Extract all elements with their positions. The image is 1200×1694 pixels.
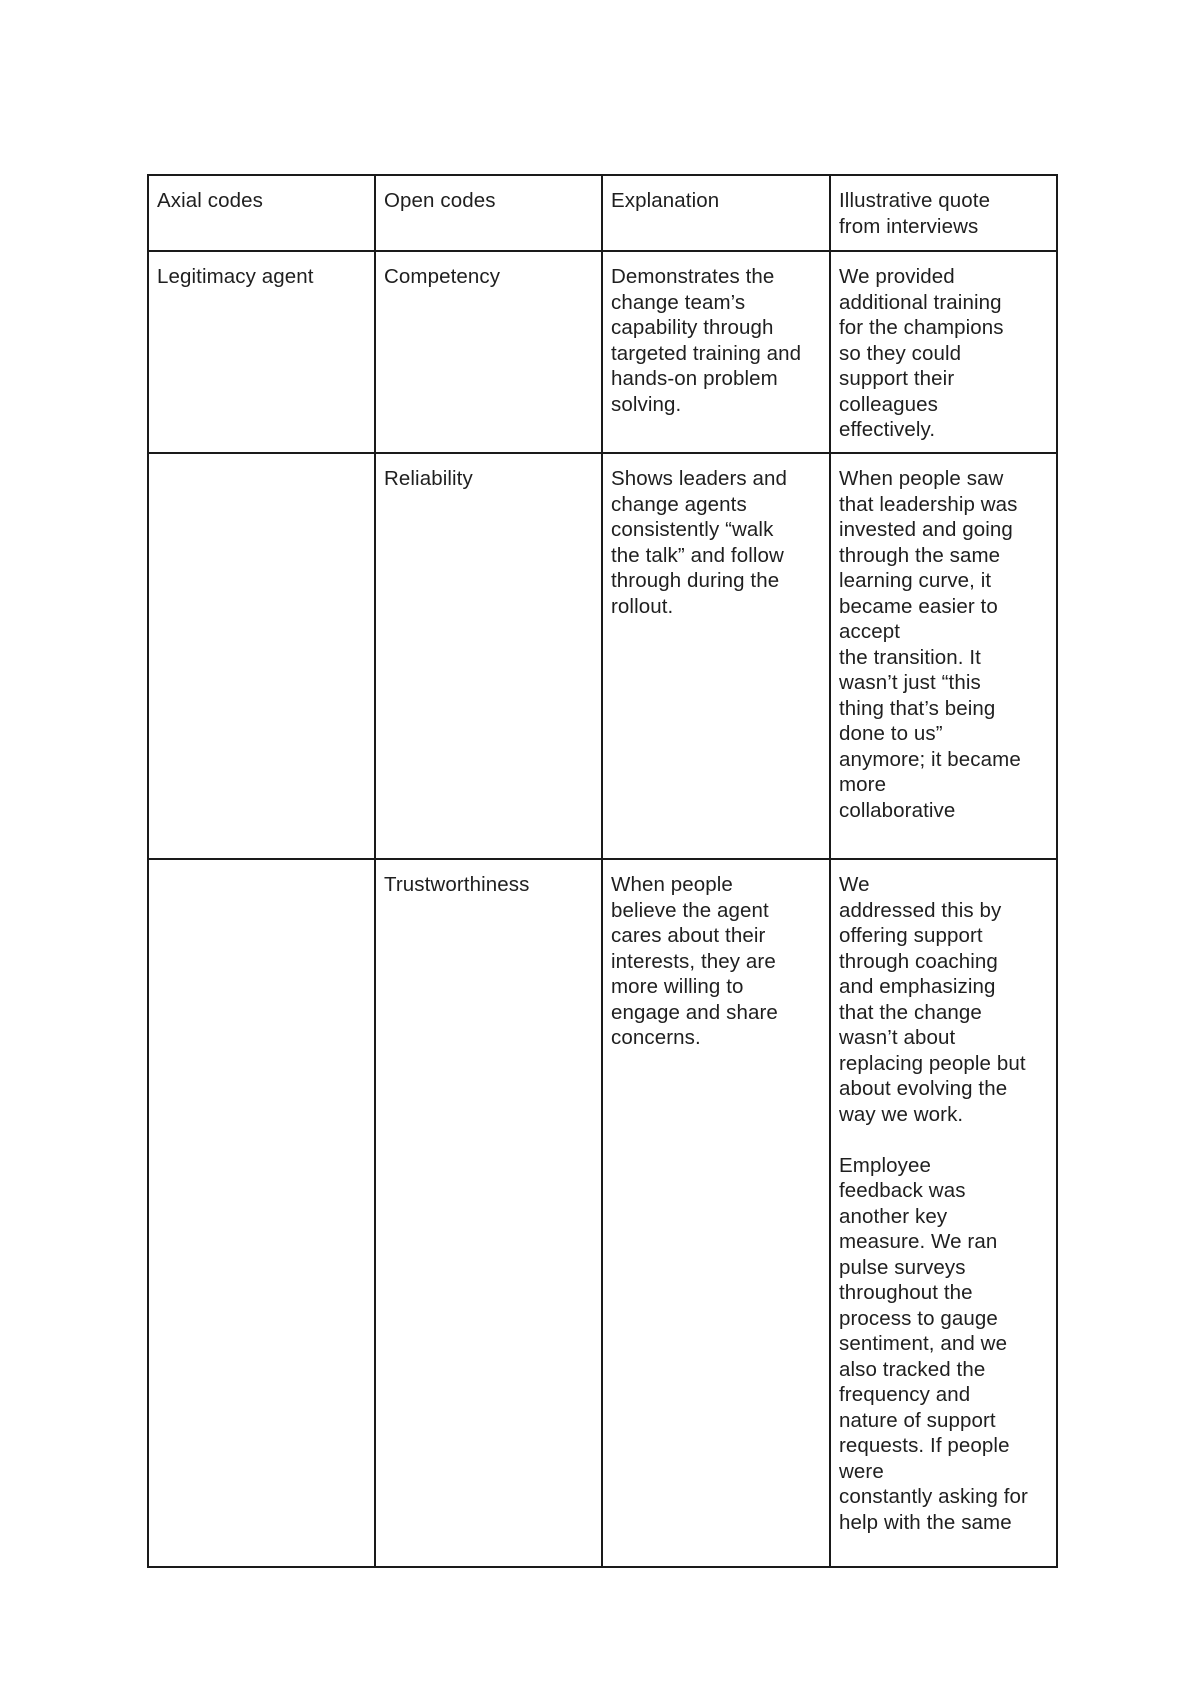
coding-table <box>147 174 1058 1568</box>
cell-explanation: When people believe the agent cares about their interests, they are more willing to engage and share concerns. <box>602 859 830 1567</box>
header-explanation: Explanation <box>602 175 830 251</box>
cell-quote: We addressed this by offering support through coaching and emphasizing that the change wasn’t about replacing people but about evolving the way we work. Employee feedback was another key measure. We ran pulse surveys throughout the process to gauge sentiment, and we also tracked the frequency and nature of support requests. If people were constantly asking for help with the same <box>830 859 1057 1567</box>
cell-explanation: Shows leaders and change agents consistently “walk the talk” and follow through during the rollout. <box>602 453 830 859</box>
table-row <box>148 859 1057 1567</box>
header-illustrative-quote: Illustrative quote from interviews <box>830 175 1057 251</box>
table-row <box>148 251 1057 453</box>
header-open-codes: Open codes <box>375 175 602 251</box>
cell-quote: We provided additional training for the champions so they could support their colleagues effectively. <box>830 251 1057 453</box>
cell-axial-code: Legitimacy agent <box>148 251 375 453</box>
cell-axial-code <box>148 859 375 1567</box>
cell-explanation: Demonstrates the change team’s capability through targeted training and hands-on problem solving. <box>602 251 830 453</box>
table-header-row <box>148 175 1057 251</box>
table-row <box>148 453 1057 859</box>
cell-open-code: Competency <box>375 251 602 453</box>
cell-quote: When people saw that leadership was invested and going through the same learning curve, it became easier to accept the transition. It wasn’t just “this thing that’s being done to us” anymore; it became more collaborative <box>830 453 1057 859</box>
header-axial-codes: Axial codes <box>148 175 375 251</box>
cell-axial-code <box>148 453 375 859</box>
cell-open-code: Trustworthiness <box>375 859 602 1567</box>
cell-open-code: Reliability <box>375 453 602 859</box>
